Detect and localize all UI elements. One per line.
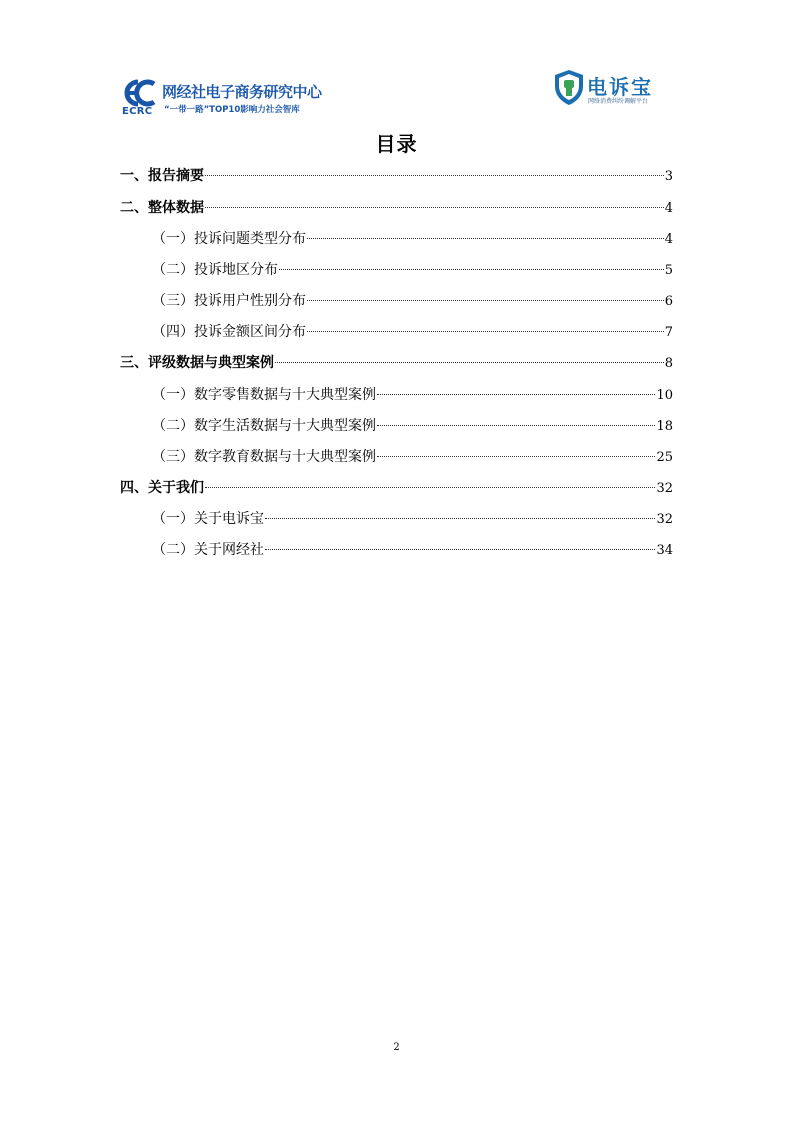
toc-entry-page: 32: [656, 512, 673, 527]
page-number: 2: [393, 1042, 400, 1053]
toc-entry-page: 8: [664, 356, 673, 371]
dot-leader: [279, 269, 664, 270]
toc-entry[interactable]: [120, 197, 673, 219]
toc-entry-page: 34: [656, 543, 673, 558]
toc-entry-label: 三、评级数据与典型案例: [120, 355, 274, 371]
dot-leader: [377, 456, 655, 457]
toc-entry[interactable]: [152, 228, 673, 250]
toc-entry[interactable]: [152, 415, 673, 437]
dot-leader: [275, 362, 664, 363]
dot-leader: [265, 549, 655, 550]
toc-entry-page: 7: [664, 325, 673, 340]
dot-leader: [265, 518, 655, 519]
dot-leader: [205, 487, 655, 488]
toc-entry-label: （二）投诉地区分布: [152, 262, 278, 278]
toc-entry-label: （二）关于网经社: [152, 542, 264, 558]
toc-entry-page: 18: [656, 419, 673, 434]
shield-fist-icon: [553, 68, 585, 106]
dot-leader: [377, 394, 655, 395]
toc-title: 目录: [375, 132, 418, 156]
toc-entry-label: （二）数字生活数据与十大典型案例: [152, 418, 376, 434]
dianshubao-name: 电诉宝: [587, 75, 653, 99]
dot-leader: [307, 331, 664, 332]
page-header: [0, 0, 793, 125]
toc-entry[interactable]: [152, 321, 673, 343]
toc-entry-label: （一）投诉问题类型分布: [152, 231, 306, 247]
toc-entry-label: （一）关于电诉宝: [152, 511, 264, 527]
dot-leader: [307, 238, 664, 239]
org-slogan: “一带一路”TOP10影响力社会智库: [164, 105, 300, 115]
dianshubao-logo: [553, 68, 673, 108]
ecrc-logo: [120, 76, 340, 120]
toc-entry-page: 3: [664, 169, 673, 184]
toc-entry-label: 一、报告摘要: [120, 168, 204, 184]
toc-entry-page: 32: [656, 481, 673, 496]
toc-entry[interactable]: [152, 446, 673, 468]
toc-entry[interactable]: [152, 539, 673, 561]
toc-entry-page: 10: [656, 388, 673, 403]
toc-entry-label: （四）投诉金额区间分布: [152, 324, 306, 340]
org-name: 网经社电子商务研究中心: [162, 83, 322, 101]
dot-leader: [377, 425, 655, 426]
toc-entry[interactable]: [120, 477, 673, 499]
ecrc-mark-icon: [120, 78, 160, 108]
toc-entry-page: 25: [656, 450, 673, 465]
toc-entry[interactable]: [152, 259, 673, 281]
toc-entry[interactable]: [152, 508, 673, 530]
toc-entry[interactable]: [152, 384, 673, 406]
toc-entry-label: 二、整体数据: [120, 200, 204, 216]
toc-entry-label: （三）数字教育数据与十大典型案例: [152, 449, 376, 465]
toc-entry-page: 4: [664, 232, 673, 247]
toc-entry-page: 6: [664, 294, 673, 309]
toc-entry[interactable]: [120, 352, 673, 374]
toc-entry[interactable]: [152, 290, 673, 312]
dot-leader: [205, 207, 664, 208]
ecrc-mark-text: ECRC: [122, 106, 153, 117]
toc-entry-label: （三）投诉用户性别分布: [152, 293, 306, 309]
dot-leader: [205, 175, 664, 176]
dianshubao-tagline: 网络消费纠纷调解平台: [588, 98, 649, 105]
toc-entry-page: 5: [664, 263, 673, 278]
toc-entry-label: 四、关于我们: [120, 480, 204, 496]
toc-entry-label: （一）数字零售数据与十大典型案例: [152, 387, 376, 403]
toc-entry[interactable]: [120, 165, 673, 187]
toc-entry-page: 4: [664, 201, 673, 216]
dot-leader: [307, 300, 664, 301]
